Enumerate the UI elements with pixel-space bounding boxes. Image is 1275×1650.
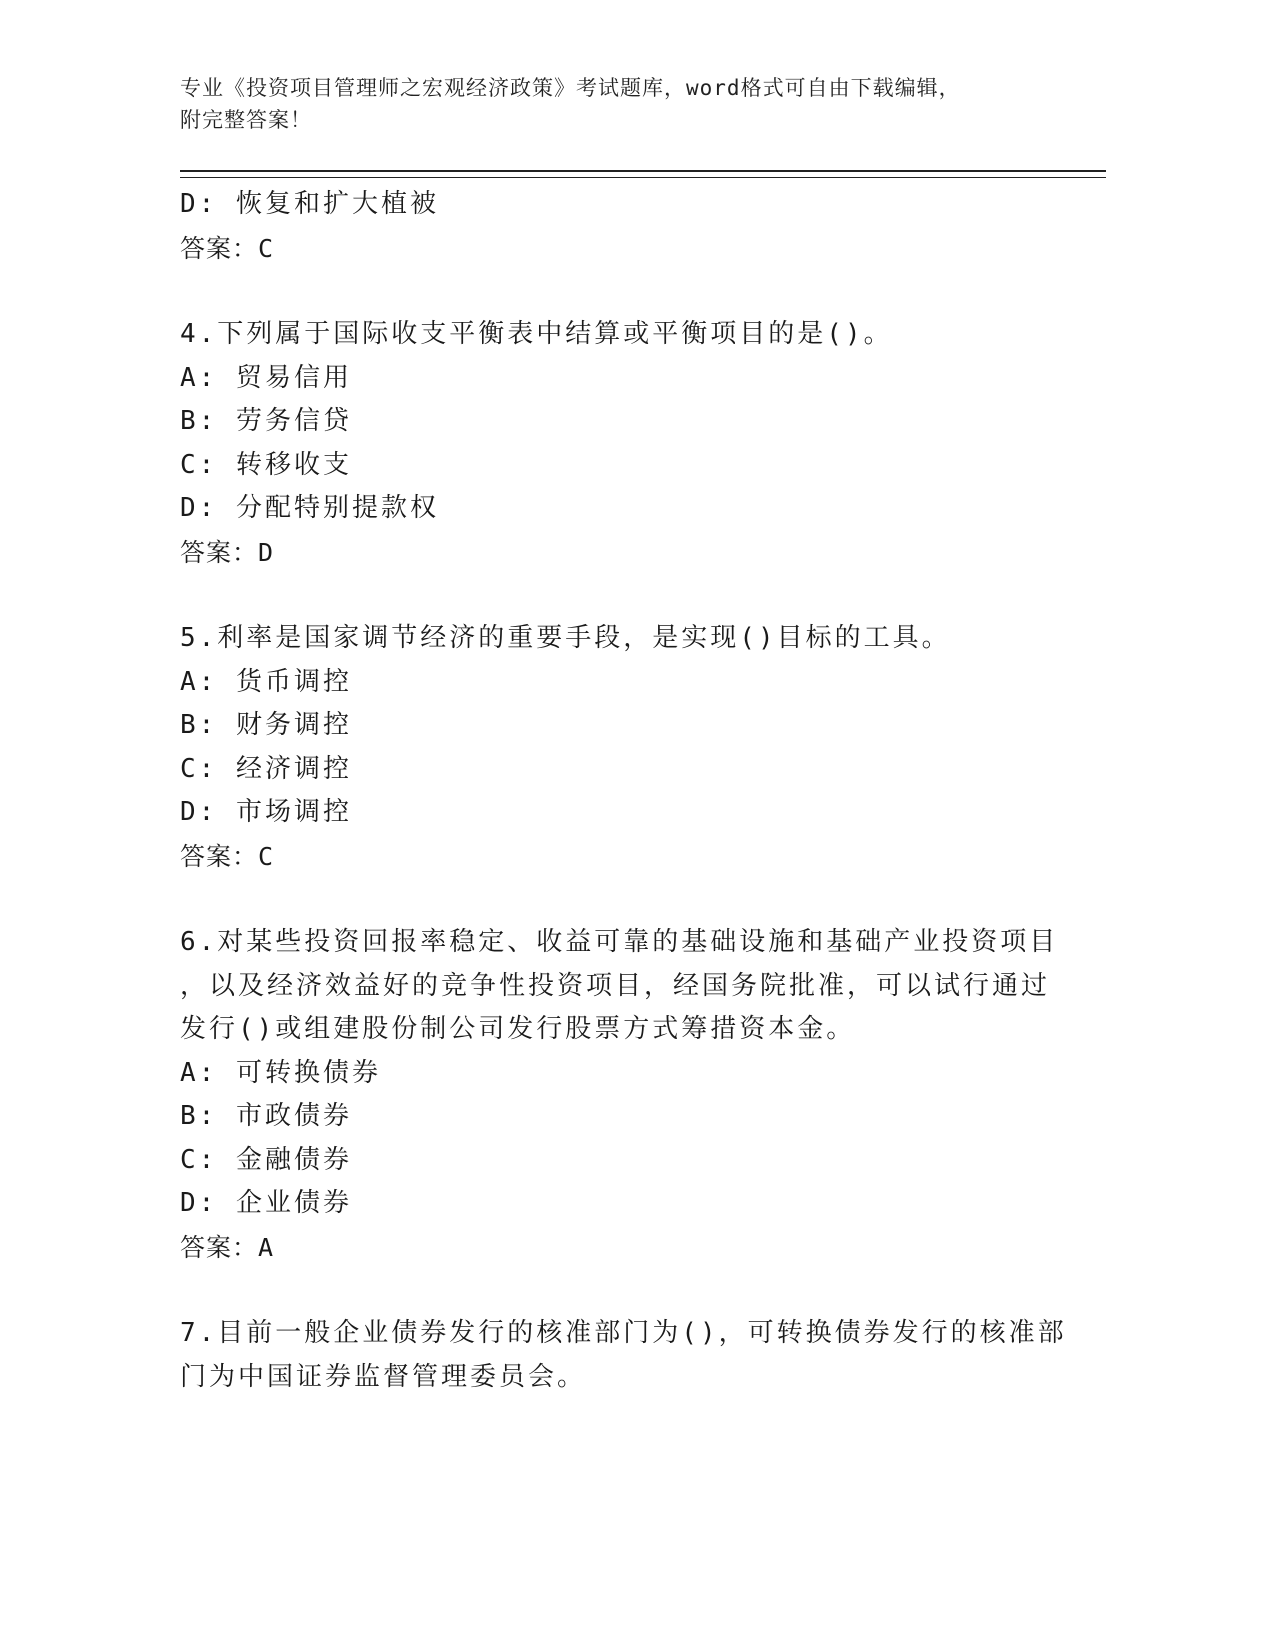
answer-value: C	[258, 841, 275, 871]
spacer	[180, 574, 1080, 617]
header-line-2: 附完整答案！	[180, 108, 312, 132]
question-stem: 5.利率是国家调节经济的重要手段，是实现()目标的工具。	[180, 623, 951, 653]
question-stem-line-2: 门为中国证券监督管理委员会。	[180, 1361, 587, 1392]
option-b: B: 市政债券	[180, 1101, 352, 1131]
spacer	[180, 878, 1080, 921]
question-stem-line-3: 发行()或组建股份制公司发行股票方式筹措资本金。	[180, 1014, 856, 1044]
option-a: A: 贸易信用	[180, 362, 352, 393]
answer-line	[180, 531, 1080, 575]
answer-line	[180, 227, 1080, 271]
question-4	[180, 313, 1080, 574]
header-divider	[180, 170, 1106, 178]
option-c: C: 经济调控	[180, 753, 352, 784]
question-stem-line-2: ，以及经济效益好的竞争性投资项目，经国务院批准，可以试行通过	[180, 970, 1051, 1001]
option-d: D: 恢复和扩大植被	[180, 189, 439, 219]
question-stem: 4.下列属于国际收支平衡表中结算或平衡项目的是()。	[180, 319, 893, 349]
answer-line	[180, 835, 1080, 879]
spacer	[180, 270, 1080, 313]
option-a: A: 货币调控	[180, 666, 352, 697]
spacer	[180, 1269, 1080, 1312]
question-7	[180, 1312, 1080, 1399]
answer-line	[180, 1226, 1080, 1270]
option-d: D: 市场调控	[180, 797, 352, 827]
answer-value: D	[258, 537, 275, 567]
answer-label: 答案：	[180, 233, 259, 263]
option-b: B: 财务调控	[180, 710, 352, 740]
answer-label: 答案：	[180, 537, 259, 567]
question-stem-line-1: 6.对某些投资回报率稳定、收益可靠的基础设施和基础产业投资项目	[180, 927, 1059, 957]
answer-value: C	[258, 233, 275, 263]
answer-value: A	[258, 1232, 275, 1262]
header-line-1: 专业《投资项目管理师之宏观经济政策》考试题库，word格式可自由下载编辑，	[180, 76, 961, 100]
option-c: C: 金融债券	[180, 1144, 352, 1175]
question-6	[180, 921, 1080, 1269]
question-5	[180, 617, 1080, 878]
option-b: B: 劳务信贷	[180, 406, 352, 436]
page-header	[180, 72, 1060, 136]
answer-label: 答案：	[180, 841, 259, 871]
option-a: A: 可转换债券	[180, 1057, 381, 1088]
option-c: C: 转移收支	[180, 449, 352, 480]
question-stem-line-1: 7.目前一般企业债券发行的核准部门为()，可转换债券发行的核准部	[180, 1318, 1067, 1348]
question-list	[180, 183, 1080, 1399]
option-d: D: 分配特别提款权	[180, 493, 439, 523]
answer-label: 答案：	[180, 1232, 259, 1262]
option-d: D: 企业债券	[180, 1188, 352, 1218]
